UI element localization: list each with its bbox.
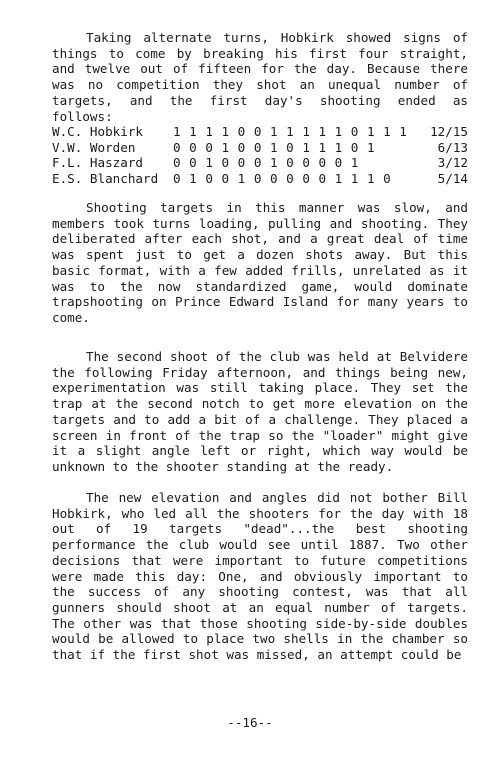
page-number: --16-- (227, 715, 273, 730)
paragraph-4: The new elevation and angles did not bother Bill Hobkirk, who led all the shooters for the day with 18 out of 19 targets "dead"...the best shooting performance the club would see until 1887. Two other decisions that were important to future competitions were made this day: One, and obviously important to the success of any shooting contest, was that all gunners should shoot at an equal number of targets. The other was that those shooting side-by-side doubles would be allowed to place two shells in the chamber so that if the first shot was missed, an attempt could be (52, 490, 468, 663)
shot-sequence: 0 0 1 0 0 0 1 0 0 0 0 1 (173, 155, 359, 171)
score-row (52, 124, 468, 140)
shooter-name: F.L. Haszard (52, 155, 143, 171)
score-row (52, 155, 468, 171)
score-row (52, 140, 468, 156)
shot-sequence: 0 0 0 1 0 0 1 0 1 1 1 0 1 (173, 139, 376, 155)
paragraph-2: Shooting targets in this manner was slow, and members took turns loading, pulling and shooting. They deliberated after each shot, and a great deal of time was spent just to get a dozen shots away. But this basic format, with a few added frills, unrelated as it was to the now standardized game, would dominate trapshooting on Prince Edward Island for many years to come. (52, 200, 468, 325)
score-total: 6/13 (437, 139, 468, 155)
score-table (52, 124, 468, 187)
shooter-name: W.C. Hobkirk (52, 124, 143, 139)
score-row (52, 171, 468, 187)
shooter-name: E.S. Blanchard (52, 171, 159, 187)
shooter-name: V.W. Worden (52, 139, 136, 155)
score-total: 5/14 (437, 171, 468, 187)
paragraph-3: The second shoot of the club was held at Belvidere the following Friday afternoon, and things being new, experimentation was still taking place. They set the trap at the second notch to get more elevation on the targets and to add a bit of a challenge. They placed a screen in front of the trap so the "loader" might give it a slight angle left or right, which way would be unknown to the shooter standing at the ready. (52, 349, 468, 474)
score-total: 3/12 (437, 155, 468, 171)
shot-sequence: 1 1 1 1 0 0 1 1 1 1 1 0 1 1 1 (173, 124, 408, 139)
score-total: 12/15 (430, 124, 468, 139)
shot-sequence: 0 1 0 0 1 0 0 0 0 0 1 1 1 0 (173, 171, 392, 187)
paragraph-1: Taking alternate turns, Hobkirk showed signs of things to come by breaking his first four straight, and twelve out of fifteen for the day. Because there was no competition they shot an unequal number of targets, and the first day's shooting ended as follows: (52, 30, 468, 124)
